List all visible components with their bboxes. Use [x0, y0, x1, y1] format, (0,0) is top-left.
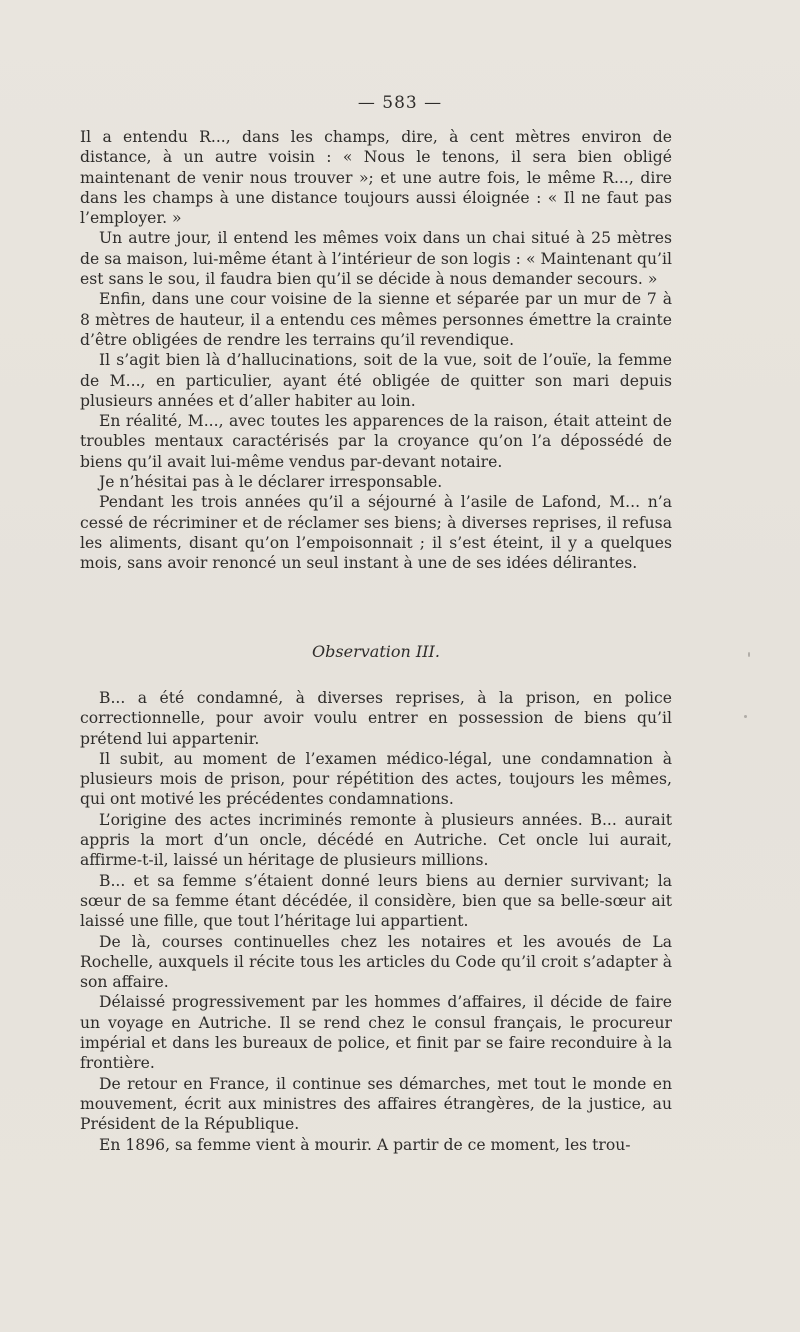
paragraph: L’origine des actes incriminés remonte à plusieurs années. B... aurait appris la mort d’un oncle, décédé en Autriche. Cet oncle lui aurait, affirme-t-il, laissé un héritage de plusieurs millions. — [80, 810, 672, 870]
paragraph: B... et sa femme s’étaient donné leurs biens au dernier survivant; la sœur de sa femme étant décédée, il considère, bien que sa belle-sœur ait laissé une fille, que tout l’héritage lui appartient. — [80, 871, 672, 931]
paragraph: Il a entendu R..., dans les champs, dire, à cent mètres environ de distance, à un autre voisin : « Nous le tenons, il sera bien obligé maintenant de venir nous trouver »; et une autre fois, le même R..., dire dans les champs à une distance toujours aussi éloignée : « Il ne faut pas l’employer. » — [80, 128, 672, 228]
page-number: — 583 — — [357, 93, 443, 113]
section-heading: Observation III. — [312, 642, 440, 661]
body-text-section-2 — [80, 688, 672, 1155]
paragraph: De retour en France, il continue ses démarches, met tout le monde en mouvement, écrit aux ministres des affaires étrangères, de la justice, au Président de la République. — [80, 1074, 672, 1134]
paragraph: En réalité, M..., avec toutes les apparences de la raison, était atteint de troubles mentaux caractérisés par la croyance qu’on l’a dépossédé de biens qu’il avait lui-même vendus par-devant notaire. — [80, 412, 672, 471]
paragraph: De là, courses continuelles chez les notaires et les avoués de La Rochelle, auxquels il récite tous les articles du Code qu’il croit s’adapter à son affaire. — [80, 932, 672, 992]
body-text-section-1 — [80, 127, 672, 574]
paragraph: Enfin, dans une cour voisine de la sienne et séparée par un mur de 7 à 8 mètres de hauteur, il a entendu ces mêmes personnes émettre la crainte d’être obligées de rendre les terrains qu’il revendique. — [80, 290, 672, 349]
paragraph: Pendant les trois années qu’il a séjourné à l’asile de Lafond, M... n’a cessé de récriminer et de réclamer ses biens; à diverses reprises, il refusa les aliments, disant qu’on l’empoisonnait ; il s’est éteint, il y a quelques mois, sans avoir renoncé un seul instant à une de ses idées délirantes. — [80, 493, 672, 573]
paragraph: En 1896, sa femme vient à mourir. A partir de ce moment, les trou- — [99, 1135, 631, 1154]
paper-speck — [744, 715, 747, 718]
paragraph: Délaissé progressivement par les hommes d’affaires, il décide de faire un voyage en Autriche. Il se rend chez le consul français, le procureur impérial et dans les bureaux de police, et finit par se faire reconduire à la frontière. — [80, 993, 672, 1073]
paragraph: Un autre jour, il entend les mêmes voix dans un chai situé à 25 mètres de sa maison, lui-même étant à l’intérieur de son logis : « Maintenant qu’il est sans le sou, il faudra bien qu’il se décide à nous demander secours. » — [80, 229, 672, 289]
paragraph: Il subit, au moment de l’examen médico-légal, une condamnation à plusieurs mois de prison, pour répétition des actes, toujours les mêmes, qui ont motivé les précédentes condamnations. — [80, 749, 672, 809]
paragraph: Il s’agit bien là d’hallucinations, soit de la vue, soit de l’ouïe, la femme de M..., en particulier, ayant été obligée de quitter son mari depuis plusieurs années et d’aller habiter au loin. — [80, 351, 672, 410]
paragraph: B... a été condamné, à diverses reprises, à la prison, en police correctionnelle, pour avoir voulu entrer en possession de biens qu’il prétend lui appartenir. — [80, 689, 672, 748]
paragraph: Je n’hésitai pas à le déclarer irresponsable. — [99, 473, 443, 492]
paper-speck — [748, 652, 750, 657]
